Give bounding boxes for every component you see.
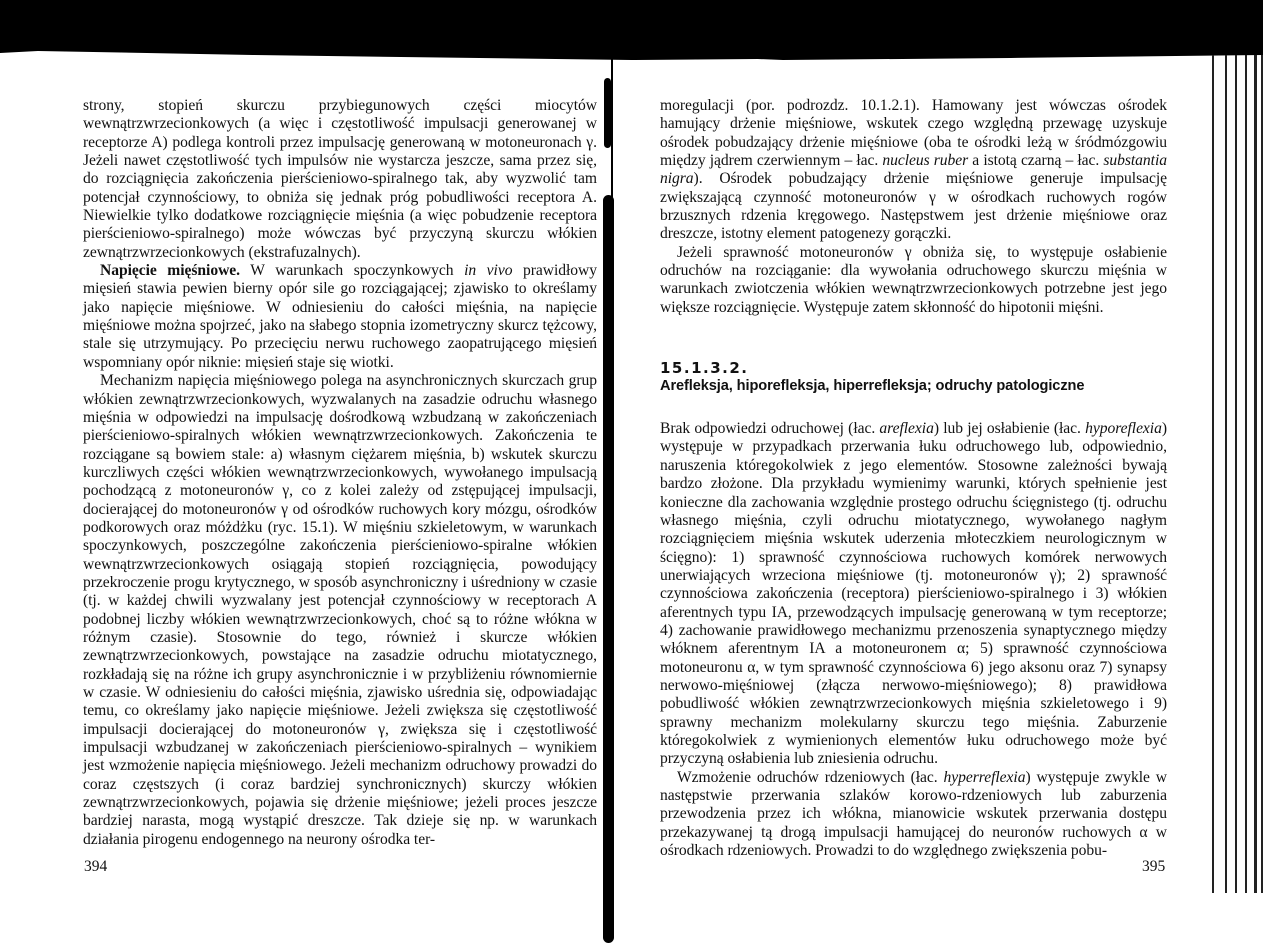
page-number-left: 394	[84, 858, 108, 875]
latin-term: substantia nigra	[660, 152, 1167, 188]
run-in-heading: Napięcie mięśniowe.	[100, 262, 241, 280]
latin-term: hyporeflexia	[1085, 420, 1162, 438]
scan-top-shadow	[0, 0, 1263, 60]
text-run: moregulacji (por. podrozdz. 10.1.2.1). Hamowany jest wówczas ośrodek hamujący drżenie mięśniowe, wskutek czego względną przewagę uzyskuje ośrodek pobudzający drżenie mięśniowe (oba te ośrodki leżą w śródmózgowiu między jądrem czerwiennym – łac.	[660, 97, 1167, 170]
text-run: prawidłowy mięsień stawia pewien bierny opór sile go rozciągającej; zjawisko to określamy jako napięcie mięśniowe. W odniesieniu do całości mięśnia, na napięcie mięśniowe można spojrzeć, jako na słabego stopnia izometryczny skurcz tężcowy, stale się utrzymujący. Po przecięciu nerwu ruchowego zaopatrującego mięsień wspomniany opór niknie: mięsień staje się wiotki.	[83, 262, 597, 371]
page-edge-stack	[1208, 55, 1263, 893]
text-run: Mechanizm napięcia mięśniowego polega na asynchronicznych skurczach grup włókien zewnątrzwrzecionkowych, wyzwalanych na zasadzie odruchu własnego mięśnia w odpowiedzi na impulsację dośrodkową wzbudzaną w zakończeniach pierścieniowo-spiralnych włókien wewnątrzwrzecionkowych. Zakończenia te rozciągane są bowiem stale: a) własnym ciężarem mięśnia, b) wskutek skurczu kurczliwych części włókien wewnątrzwrzecionkowych, wywołanego impulsacją pochodzącą z motoneuronów γ, co z kolei zależy od zstępującej impulsacji, docierającej do motoneuronów γ od ośrodków ruchowych kory mózgu, ośrodków podkorowych oraz móżdżku (ryc. 15.1). W mięśniu szkieletowym, w warunkach spoczynkowych, poszczególne zakończenia pierścieniowo-spiralne włókien wewnątrzwrzecionkowych osiągają stopień rozciągnięcia, powodujący przekroczenie progu krytycznego, w sposób asynchroniczny i uśredniony w czasie (tj. w każdej chwili wyzwalany jest potencjał czynnościowy w receptorach A podobnej liczby włókien wewnątrzwrzecionkowych, choć są to różne włókna w różnym czasie). Stosownie do tego, również i skurcze włókien zewnątrzwrzecionkowych, powstające na zasadzie odruchu miotatycznego, rozkładają się na różne ich grupy asynchronicznie i w przybliżeniu równomiernie w czasie. W odniesieniu do całości mięśnia, zjawisko uśrednia się, odpowiadając temu, co określamy jako napięcie mięśniowe. Jeżeli zwiększa się częstotliwość impulsacji docierającej do motoneuronów γ, zwiększa się i częstotliwość impulsacji wzbudzanej w zakończeniach pierścieniowo-spiralnych – wynikiem jest wzmożenie napięcia mięśniowego. Jeżeli mechanizm odruchowy prowadzi do coraz częstszych (i coraz bardziej synchronicznych) skurczy włókien zewnątrzwrzecionkowych, pojawia się drżenie mięśniowe; jeżeli proces jeszcze bardziej narasta, mogą wystąpić dreszcze. Tak dzieje się np. w warunkach działania pirogenu endogennego na neurony ośrodka ter-	[83, 372, 597, 848]
text-run: Brak odpowiedzi odruchowej (łac.	[660, 420, 880, 438]
left-page-body	[83, 97, 597, 849]
book-spine-gutter	[603, 50, 615, 893]
text-run: W warunkach spoczynkowych	[240, 262, 465, 280]
section-number: 15.1.3.2.	[660, 359, 749, 378]
gutter-shadow	[603, 195, 614, 943]
text-run: a istotą czarną – łac.	[968, 152, 1104, 170]
latin-term: nucleus ruber	[882, 152, 969, 170]
paragraph	[660, 769, 1167, 861]
latin-term: in vivo	[464, 262, 513, 280]
section-title: Arefleksja, hiporefleksja, hiperrefleksja; odruchy patologiczne	[660, 378, 1085, 395]
right-page-body-bottom	[660, 420, 1167, 860]
latin-term: hyperreflexia	[943, 768, 1026, 786]
paragraph	[660, 97, 1167, 244]
paragraph	[660, 244, 1167, 317]
text-run: strony, stopień skurczu przybiegunowych części miocytów wewnątrzwrzecionkowych (a więc i częstotliwość impulsacji generowanej w receptorze A) podlega kontroli przez impulsację generowaną w motoneuronach γ. Jeżeli nawet częstotliwość tych impulsów nie wystarcza jeszcze, sama przez się, do rozciągnięcia zakończenia pierścieniowo-spiralnego tak, aby wyzwolić tam potencjał czynnościowy, to obniża się jednak próg pobudliwości receptora A. Niewielkie tylko dodatkowe rozciągnięcie mięśnia (a więc pobudzenie receptora pierścieniowo-spiralnego) może wówczas być przyczyną skurczu włókien zewnątrzwrzecionkowych (ekstrafuzalnych).	[83, 97, 597, 261]
text-run: ) występuje zwykle w następstwie przerwania szlaków korowo-rdzeniowych lub zaburzenia przewodzenia przez ich włókna, mianowicie wskutek przerwania dostępu przekazywanej tą drogą impulsacji hamującej do neuronów ruchowych α w ośrodkach rdzeniowych. Prowadzi to do względnego zwiększenia pobu-	[660, 768, 1167, 860]
paragraph	[83, 97, 597, 262]
paragraph	[83, 262, 597, 372]
right-page	[660, 97, 1167, 860]
right-page-body-top	[660, 97, 1167, 317]
text-run: Wzmożenie odruchów rdzeniowych (łac.	[677, 768, 944, 786]
text-run: ) lub jej osłabienie (łac.	[933, 420, 1086, 438]
text-run: Jeżeli sprawność motoneuronów γ obniża się, to występuje osłabienie odruchów na rozciąganie: dla wywołania odruchowego skurczu mięśnia w warunkach zwiotczenia włókien wewnątrzwrzecionkowych potrzebne jest jego większe rozciągnięcie. Występuje zatem skłonność do hipotonii mięśni.	[660, 243, 1167, 316]
text-run: ). Ośrodek pobudzający drżenie mięśniowe generuje impulsację zwiększającą czynność motoneuronów γ w ośrodkach ruchowych rogów brzusznych rdzenia kręgowego. Następstwem jest drżenie mięśniowe oraz dreszcze, istotny element patogenezy gorączki.	[660, 170, 1167, 243]
gutter-shadow	[604, 78, 611, 148]
paragraph	[660, 420, 1167, 769]
page-number-right: 395	[1142, 858, 1166, 875]
latin-term: areflexia	[879, 420, 934, 438]
text-run: ) występuje w przypadkach przerwania łuku odruchowego lub, odpowiednio, naruszenia któregokolwiek z jego elementów. Stosowne zależności bywają bardzo złożone. Dla przykładu wymienimy warunki, których spełnienie jest konieczne dla zachowania względnie prostego odruchu ścięgnistego (tj. odruchu własnego mięśnia, czyli odruchu miotatycznego, wywołanego nagłym rozciągnięciem mięśnia wskutek uderzenia młoteczkiem neurologicznym w ścięgno): 1) sprawność czynnościowa ruchowych komórek nerwowych unerwiających wrzeciona mięśniowe (tj. motoneuronów γ); 2) sprawność czynnościowa zakończenia (receptora) pierścieniowo-spiralnego i 3) włókien aferentnych typu IA, przewodzących impulsację generowaną w tym receptorze; 4) zachowanie prawidłowego mechanizmu przenoszenia synaptycznego między włóknem aferentnym IA a motoneuronem α; 5) sprawność czynnościowa motoneuronu α, w tym sprawność czynnościowa 6) jego aksonu oraz 7) synapsy nerwowo-mięśniowej (złącza nerwowo-mięśniowego); 8) prawidłowa pobudliwość włókien zewnątrzwrzecionkowych mięśnia szkieletowego i 9) sprawny mechanizm molekularny skurczu tego mięśnia. Zaburzenie któregokolwiek z wymienionych elementów łuku odruchowego może być przyczyną osłabienia lub zniesienia odruchu.	[660, 420, 1167, 768]
paragraph	[83, 372, 597, 849]
left-page	[83, 97, 597, 849]
